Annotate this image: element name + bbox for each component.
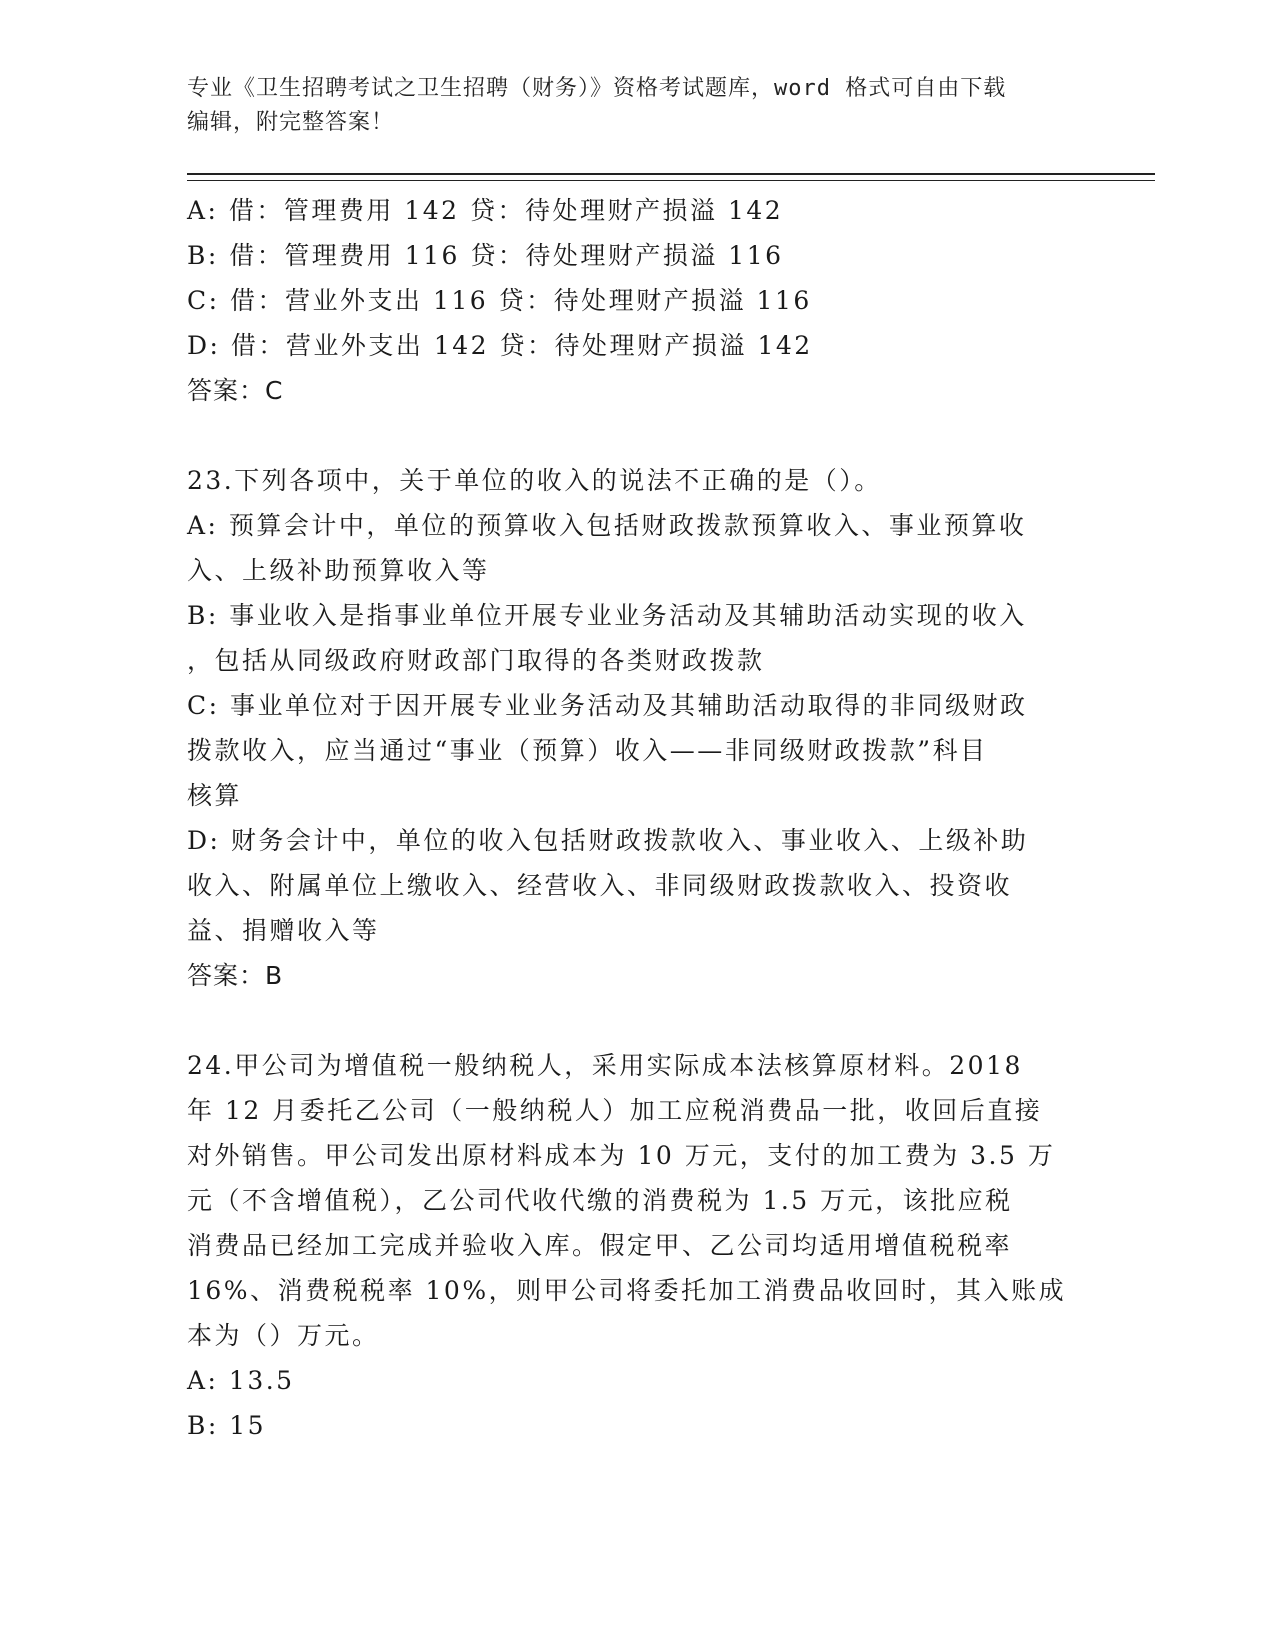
q23-option-c-line-2: 拨款收入，应当通过“事业（预算）收入——非同级财政拨款”科目 bbox=[187, 736, 988, 765]
header-rule-thin bbox=[187, 180, 1155, 181]
spacer bbox=[187, 998, 1067, 1043]
q23-option-d-line-3: 益、捐赠收入等 bbox=[187, 916, 380, 945]
header-line-1: 专业《卫生招聘考试之卫生招聘（财务）》资格考试题库，word 格式可自由下载 bbox=[187, 76, 1007, 101]
spacer bbox=[187, 413, 1067, 458]
q24-stem-line-6: 16%、消费税税率 10%，则甲公司将委托加工消费品收回时，其入账成 bbox=[187, 1276, 1067, 1305]
q24-stem-line-3: 对外销售。甲公司发出原材料成本为 10 万元，支付的加工费为 3.5 万 bbox=[187, 1141, 1056, 1170]
q23-option-c-line-1: C: 事业单位对于因开展专业业务活动及其辅助活动取得的非同级财政 bbox=[187, 691, 1028, 720]
q24-stem-line-2: 年 12 月委托乙公司（一般纳税人）加工应税消费品一批，收回后直接 bbox=[187, 1096, 1043, 1125]
q23-option-d-line-1: D: 财务会计中，单位的收入包括财政拨款收入、事业收入、上级补助 bbox=[187, 826, 1029, 855]
question-24 bbox=[187, 1043, 1067, 1448]
q22-option-c: C: 借：营业外支出 116 贷：待处理财产损溢 116 bbox=[187, 286, 812, 315]
q23-stem: 23.下列各项中，关于单位的收入的说法不正确的是（）。 bbox=[187, 466, 882, 495]
q23-option-b-line-1: B: 事业收入是指事业单位开展专业业务活动及其辅助活动实现的收入 bbox=[187, 601, 1027, 630]
q24-option-a: A: 13.5 bbox=[187, 1366, 295, 1395]
header-rule-thick bbox=[187, 173, 1155, 175]
question-22-fragment bbox=[187, 188, 1067, 413]
document-header bbox=[187, 72, 1067, 140]
q22-option-b: B: 借：管理费用 116 贷：待处理财产损溢 116 bbox=[187, 241, 784, 270]
q23-answer: 答案：B bbox=[187, 961, 284, 990]
q24-stem-line-1: 24.甲公司为增值税一般纳税人，采用实际成本法核算原材料。2018 bbox=[187, 1051, 1023, 1080]
header-line-2: 编辑，附完整答案！ bbox=[187, 110, 395, 135]
q23-option-d-line-2: 收入、附属单位上缴收入、经营收入、非同级财政拨款收入、投资收 bbox=[187, 871, 1013, 900]
q23-option-a-line-1: A: 预算会计中，单位的预算收入包括财政拨款预算收入、事业预算收 bbox=[187, 511, 1027, 540]
q24-stem-line-5: 消费品已经加工完成并验收入库。假定甲、乙公司均适用增值税税率 bbox=[187, 1231, 1013, 1260]
q22-option-a: A: 借：管理费用 142 贷：待处理财产损溢 142 bbox=[187, 196, 784, 225]
q23-option-c-line-3: 核算 bbox=[187, 781, 243, 810]
question-23 bbox=[187, 458, 1067, 998]
q24-stem-line-4: 元（不含增值税），乙公司代收代缴的消费税为 1.5 万元，该批应税 bbox=[187, 1186, 1013, 1215]
q22-option-d: D: 借：营业外支出 142 贷：待处理财产损溢 142 bbox=[187, 331, 813, 360]
document-body bbox=[187, 188, 1067, 1448]
q23-option-b-line-2: ，包括从同级政府财政部门取得的各类财政拨款 bbox=[187, 646, 765, 675]
q24-stem-line-7: 本为（）万元。 bbox=[187, 1321, 380, 1350]
q24-option-b: B: 15 bbox=[187, 1411, 267, 1440]
q22-answer: 答案：C bbox=[187, 376, 284, 405]
q23-option-a-line-2: 入、上级补助预算收入等 bbox=[187, 556, 490, 585]
